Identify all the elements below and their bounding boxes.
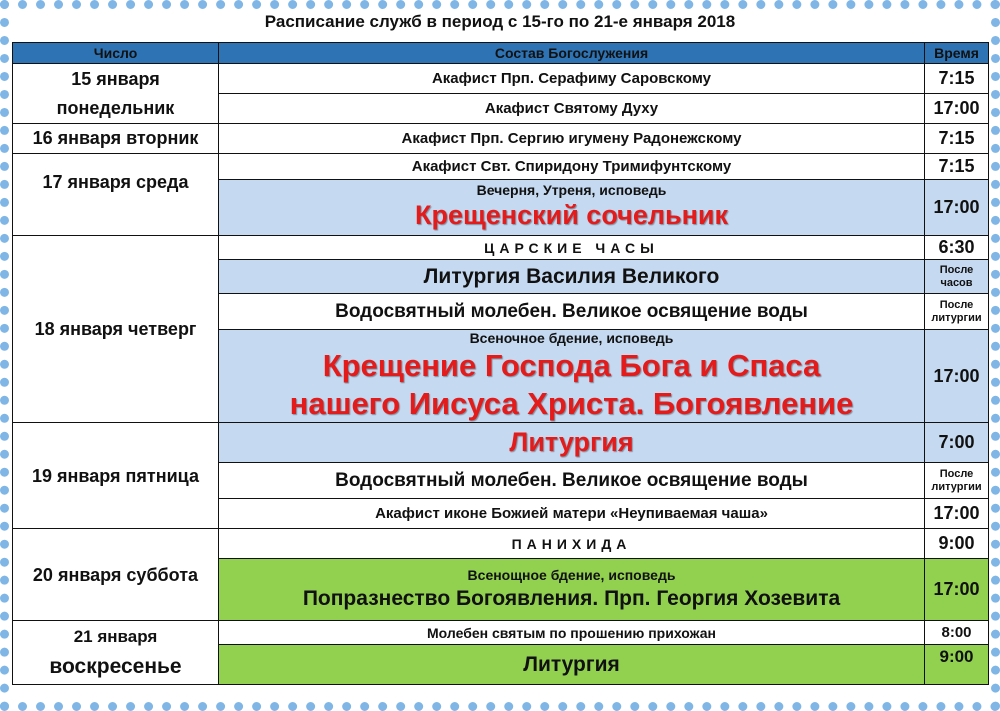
time-line: часов bbox=[940, 276, 973, 289]
time-line: После bbox=[939, 298, 974, 311]
service-note: Вечерня, Утреня, исповедь bbox=[476, 182, 667, 199]
time-cell: 9:00 bbox=[925, 645, 989, 685]
time-cell: 7:15 bbox=[925, 154, 989, 180]
service-cell: Акафист Прп. Серафиму Саровскому bbox=[219, 64, 925, 94]
day-date: 21 января bbox=[73, 626, 158, 646]
schedule-table bbox=[12, 42, 989, 685]
service-cell bbox=[219, 423, 925, 463]
service-note: Всеночное бдение, исповедь bbox=[469, 330, 674, 346]
day-cell-20: 20 января суббота bbox=[13, 529, 219, 621]
time-cell bbox=[925, 260, 989, 294]
time-cell: 17:00 bbox=[925, 94, 989, 124]
feast-title: нашего Иисуса Христа. Богоявление bbox=[289, 385, 854, 421]
service-cell: Литургия bbox=[219, 645, 925, 685]
time-cell: 17:00 bbox=[925, 559, 989, 621]
table-row bbox=[13, 621, 989, 645]
feast-title: Попразнество Богоявления. Прп. Георгия Хозевита bbox=[302, 586, 841, 610]
page-title: Расписание служб в период с 15-го по 21-е января 2018 bbox=[264, 12, 736, 31]
time-cell: 7:00 bbox=[925, 423, 989, 463]
time-cell: 6:30 bbox=[925, 236, 989, 260]
day-cell-21 bbox=[13, 621, 219, 685]
table-row bbox=[13, 154, 989, 180]
header-service: Состав Богослужения bbox=[219, 43, 925, 64]
table-row bbox=[13, 529, 989, 559]
service-cell: Акафист иконе Божией матери «Неупиваемая чаша» bbox=[219, 499, 925, 529]
day-cell-16: 16 января вторник bbox=[13, 124, 219, 154]
time-line: литургии bbox=[931, 480, 982, 493]
day-weekday: воскресенье bbox=[49, 654, 182, 678]
service-cell bbox=[219, 559, 925, 621]
table-row bbox=[13, 423, 989, 463]
feast-title: Литургия bbox=[509, 427, 634, 458]
day-cell-17: 17 января среда bbox=[13, 154, 219, 236]
header-date: Число bbox=[13, 43, 219, 64]
service-cell: ЦАРСКИЕ ЧАСЫ bbox=[219, 236, 925, 260]
day-cell-19: 19 января пятница bbox=[13, 423, 219, 529]
feast-title: Крещение Господа Бога и Спаса bbox=[322, 347, 821, 383]
table-row bbox=[13, 124, 989, 154]
service-cell: Молебен святым по прошению прихожан bbox=[219, 621, 925, 645]
time-cell: 7:15 bbox=[925, 124, 989, 154]
service-cell: Водосвятный молебен. Великое освящение воды bbox=[219, 294, 925, 330]
time-cell bbox=[925, 463, 989, 499]
table-row bbox=[13, 64, 989, 94]
service-cell: Акафист Прп. Сергию игумену Радонежскому bbox=[219, 124, 925, 154]
table-header-row bbox=[13, 43, 989, 64]
service-cell: Акафист Святому Духу bbox=[219, 94, 925, 124]
time-cell: 17:00 bbox=[925, 330, 989, 423]
time-cell: 17:00 bbox=[925, 180, 989, 236]
header-time: Время bbox=[925, 43, 989, 64]
feast-title: Крещенский сочельник bbox=[414, 200, 729, 231]
time-cell: 9:00 bbox=[925, 529, 989, 559]
day-cell-15 bbox=[13, 64, 219, 124]
day-cell-18: 18 января четверг bbox=[13, 236, 219, 423]
time-line: После bbox=[939, 263, 974, 276]
time-cell: 17:00 bbox=[925, 499, 989, 529]
time-cell bbox=[925, 294, 989, 330]
time-cell: 7:15 bbox=[925, 64, 989, 94]
service-cell: ПАНИХИДА bbox=[219, 529, 925, 559]
table-row bbox=[13, 236, 989, 260]
service-cell: Литургия Василия Великого bbox=[219, 260, 925, 294]
time-line: После bbox=[939, 468, 974, 481]
service-cell: Водосвятный молебен. Великое освящение воды bbox=[219, 463, 925, 499]
service-cell bbox=[219, 330, 925, 423]
day-weekday: понедельник bbox=[56, 97, 175, 118]
service-note: Всенощное бдение, исповедь bbox=[467, 566, 676, 583]
day-date: 15 января bbox=[71, 68, 160, 89]
service-cell bbox=[219, 180, 925, 236]
service-cell: Акафист Свт. Спиридону Тримифунтскому bbox=[219, 154, 925, 180]
time-cell: 8:00 bbox=[925, 621, 989, 645]
time-line: литургии bbox=[931, 311, 982, 324]
